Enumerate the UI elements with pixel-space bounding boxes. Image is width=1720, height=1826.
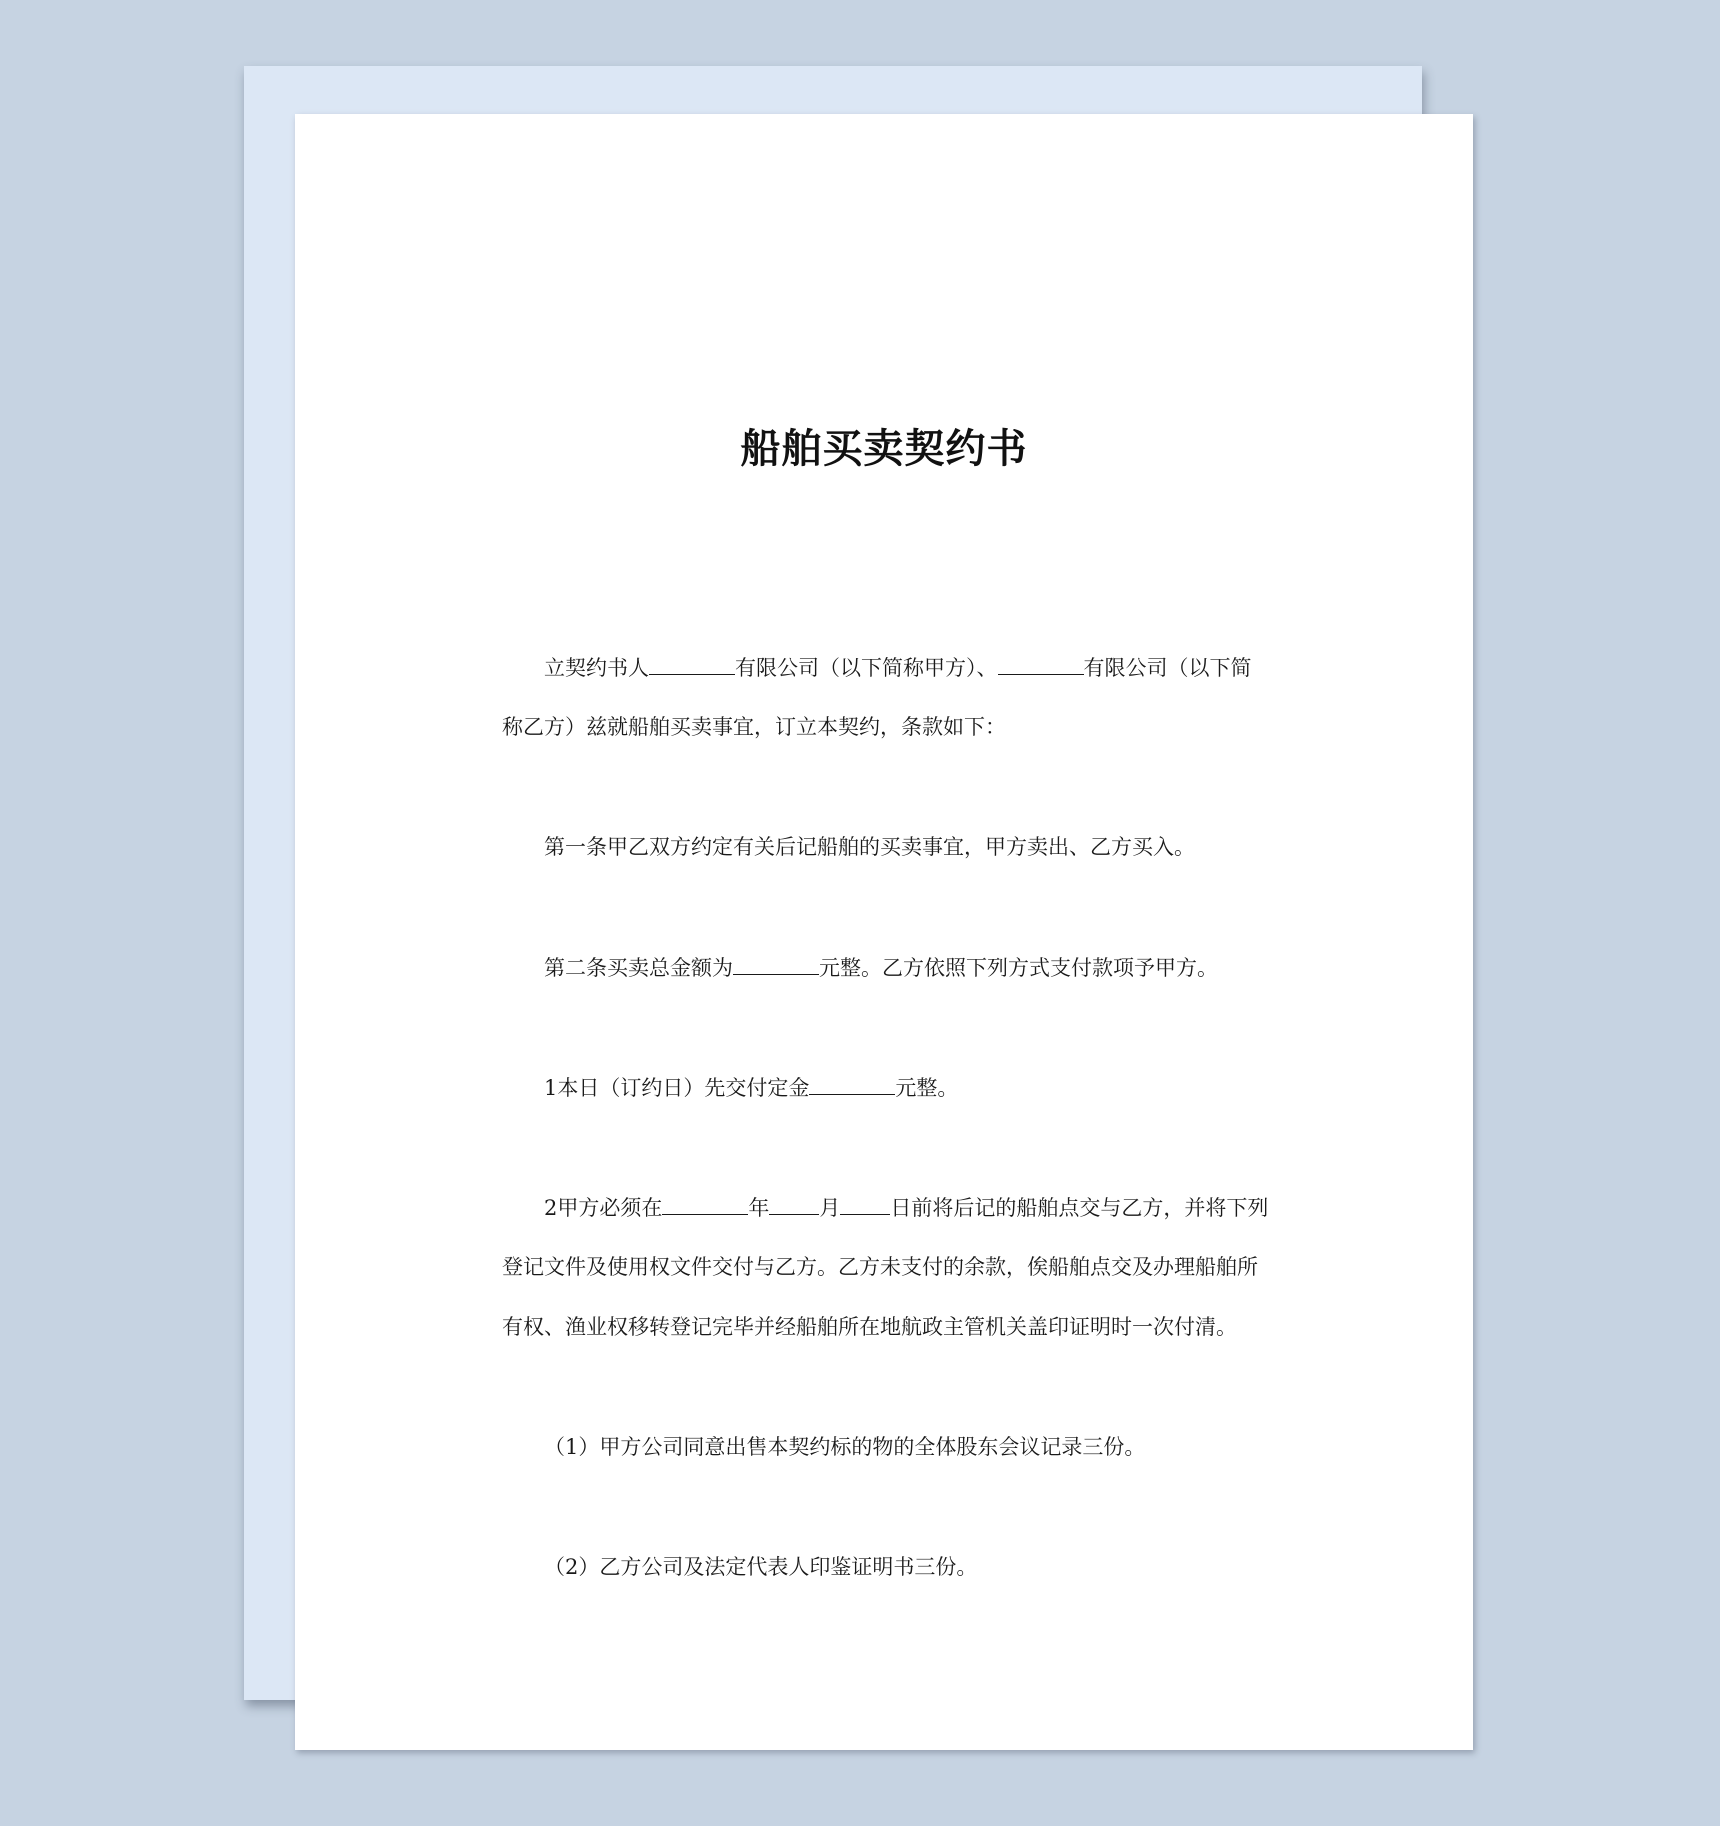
payment-item-1	[544, 1072, 958, 1103]
document-list-item-1: （1）甲方公司同意出售本契约标的物的全体股东会议记录三份。	[544, 1435, 1146, 1459]
intro-text-b: 有限公司（以下简称甲方）、	[735, 656, 998, 680]
payment-item-2-line-3: 有权、渔业权移转登记完毕并经船舶所在地航政主管机关盖印证明时一次付清。	[502, 1315, 1237, 1339]
item-1-text-b: 元整。	[895, 1076, 959, 1100]
day-blank	[840, 1192, 890, 1215]
article-2	[544, 952, 1218, 983]
article-2-text-b: 元整。乙方依照下列方式支付款项予甲方。	[819, 956, 1218, 980]
party-a-name-blank	[649, 652, 735, 675]
party-b-name-blank	[998, 652, 1084, 675]
article-1: 第一条甲乙双方约定有关后记船舶的买卖事宜，甲方卖出、乙方买入。	[544, 835, 1195, 859]
item-2-text-b: 年	[748, 1196, 770, 1220]
document-page	[295, 114, 1473, 1750]
item-1-text-a: 1本日（订约日）先交付定金	[544, 1076, 810, 1100]
intro-line-2: 称乙方）兹就船舶买卖事宜，订立本契约，条款如下：	[502, 715, 1006, 739]
intro-line-1	[544, 652, 1252, 683]
intro-text-c: 有限公司（以下简	[1083, 656, 1252, 680]
payment-item-2-line-1	[544, 1192, 1268, 1223]
item-2-text-a: 2甲方必须在	[544, 1196, 663, 1220]
year-blank	[662, 1192, 748, 1215]
item-2-text-c: 月	[819, 1196, 841, 1220]
payment-item-2-line-2: 登记文件及使用权文件交付与乙方。乙方未支付的余款，俟船舶点交及办理船舶所	[502, 1255, 1258, 1279]
document-title: 船舶买卖契约书	[740, 426, 1028, 472]
item-2-text-d: 日前将后记的船舶点交与乙方，并将下列	[890, 1196, 1269, 1220]
intro-text-a: 立契约书人	[544, 656, 649, 680]
article-2-text-a: 第二条买卖总金额为	[544, 956, 733, 980]
document-list-item-2: （2）乙方公司及法定代表人印鉴证明书三份。	[544, 1555, 978, 1579]
total-amount-blank	[733, 952, 819, 975]
deposit-amount-blank	[809, 1072, 895, 1095]
month-blank	[769, 1192, 819, 1215]
